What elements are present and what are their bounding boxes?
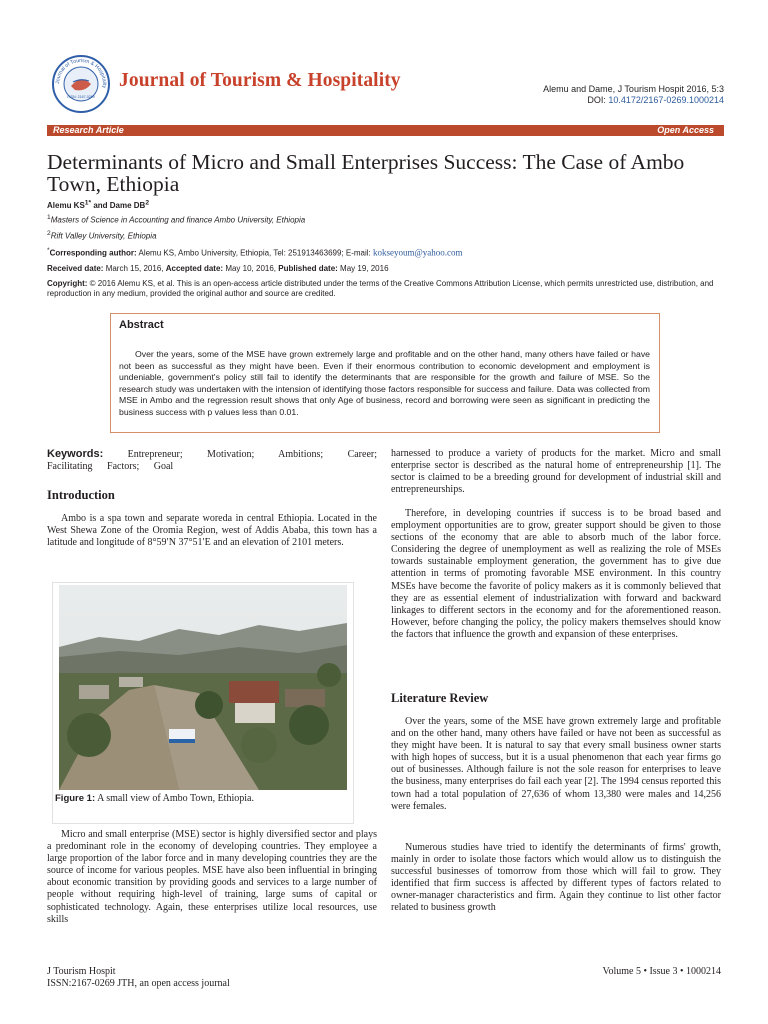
literature-review-heading: Literature Review (391, 691, 489, 705)
author-1[interactable]: Alemu KS (47, 200, 85, 210)
ambo-town-photo (59, 585, 347, 790)
right-paragraph-1 (391, 448, 721, 496)
corr-email-link[interactable]: kokseyoum@yahoo.com (372, 247, 463, 258)
article-title: Determinants of Micro and Small Enterprises Success: The Case of Ambo Town, Ethiopia (47, 150, 685, 196)
keywords-text: Entrepreneur; Motivation; Ambitions; Career; Facilitating Factors; Goal (47, 449, 377, 473)
right-paragraph-2 (391, 508, 721, 641)
article-type-band (47, 125, 724, 136)
right-paragraph-4 (391, 842, 721, 915)
footer-journal: J Tourism Hospit (47, 966, 116, 977)
author-2-sup: 2 (145, 199, 150, 206)
corr-sup: * (47, 247, 50, 254)
journal-title: Journal of Tourism & Hospitality (119, 70, 401, 91)
keywords-label: Keywords: (47, 448, 104, 460)
intro-paragraph-1 (47, 513, 377, 549)
intro-p2-text: Micro and small enterprise (MSE) sector is highly diversified sector and plays a predominant role in the economy of developing countries. They employee a large proportion of the labor force and in many developing countries they are the source of income for various peoples. MSE have also been influential in bringing about economic transition by providing goods and services to a large number of people without requiring high-level of training, large sums of capital or sophisticated technology. Again, these enterprises utilize local resources, use skills (47, 829, 377, 925)
authors-line (47, 198, 149, 211)
published-date: May 19, 2016 (337, 264, 389, 273)
affil-2-text: Rift Valley University, Ethiopia (50, 231, 157, 241)
introduction-heading: Introduction (47, 488, 115, 502)
keywords-block (47, 448, 377, 473)
right-p3-text: Over the years, some of the MSE have grown extremely large and profitable and on the other hand, many others have failed or have not been as successful as they might have been. It is natural to say that every small business owner starts with high hopes of success, but it is a usual phenomenon that each year firms go out of businesses. Although failure is not the sole reason for enterprises to leave the business, many enterprises do fail each year [2]. The 1994 census reported this town had a total population of 27,636 of whom 13,380 were males and 14,256 were females. (391, 716, 721, 812)
logo-ring-text: Journal of Tourism & Hospitality (54, 57, 108, 89)
affil-1-text: Masters of Science in Accounting and finance Ambo University, Ethiopia (50, 215, 306, 225)
accepted-date: May 10, 2016, (223, 264, 279, 273)
copyright-text: © 2016 Alemu KS, et al. This is an open-access article distributed under the terms of the Creative Commons Attribution License, which permits unrestricted use, distribution, and reproduction in any medium, provided the original author and source are credited. (47, 279, 714, 298)
copyright-notice (47, 279, 727, 299)
dates-line (47, 264, 389, 274)
abstract-box (110, 313, 660, 433)
corr-text: Alemu KS, Ambo University, Ethiopia, Tel: 251913463699; E-mail: (136, 248, 373, 258)
intro-p1-text: Ambo is a spa town and separate woreda in central Ethiopia. Located in the West Shewa Zone of the Oromia Region, west of Addis Ababa, this town has a latitude and longitude of 8°59′N 37°51′E and an elevation of 2101 meters. (47, 513, 377, 549)
figure-caption (55, 793, 254, 804)
affil-1-sup: 1 (47, 214, 51, 221)
figure-label: Figure 1: (55, 793, 96, 804)
affiliation-1 (47, 213, 305, 226)
footer-left (47, 966, 230, 990)
intro-paragraph-2 (47, 829, 377, 926)
right-p1-text: harnessed to produce a variety of products for the market. Micro and small enterprise sector is described as the natural home of entrepreneurship [1]. The sector is claimed to be a breeding ground for development of industrial skill and entrepreneurships. (391, 448, 721, 496)
doi-label: DOI: (587, 95, 609, 105)
citation-text: Alemu and Dame, J Tourism Hospit 2016, 5:3 (543, 84, 724, 94)
article-type-label: Research Article (53, 125, 124, 135)
abstract-text: Over the years, some of the MSE have grown extremely large and profitable and on the other hand, many others have failed or have not been as successful as they might have been. Even if their enormous contribution to economic development and employment is undeniable, government's policy still fail to identify the determinants that are responsible for the growth and failure of MSE. So the research study was undertaken with the intension of identifying those factors responsible for success and failure. Data was collected from MSE in Ambo and the regression result shows that only Age of business, record and borrowing were seen as significant in predicting the business success with p values less than 0.01. (119, 349, 650, 417)
author-1-sup: 1* (84, 199, 92, 206)
footer-issn: ISSN:2167-0269 JTH, an open access journal (47, 978, 230, 989)
figure-1 (52, 582, 354, 824)
footer-volume: Volume 5 • Issue 3 • 1000214 (602, 966, 721, 977)
received-label: Received date: (47, 264, 104, 273)
accepted-label: Accepted date: (165, 264, 224, 273)
figure-caption-text: A small view of Ambo Town, Ethiopia. (95, 793, 254, 804)
doi-line (543, 95, 724, 106)
affil-2-sup: 2 (47, 230, 51, 237)
received-date: March 15, 2016, (103, 264, 166, 273)
abstract-heading: Abstract (119, 319, 164, 331)
open-access-label: Open Access (657, 125, 714, 135)
right-p2-text: Therefore, in developing countries if success is to be broad based and employment opportunities are to grow, greater support should be given to those sections of the economy that are able to absorb much of the labor force. Considering the degree of unemployment as well as realizing the role of MSEs towards sustainable employment generation, the government has to give due attention in terms of promoting favorable MSE environment. In this country MSEs have become the favorite of policy makers as it is commonly believed that they are as essential element of industrialization with forward and backward linkages to different sectors in the economy and for the aforementioned reason. However, before changing the policy, the policy makers themselves should know the factors that influence the growth and expansion of these enterprises. (391, 508, 721, 640)
published-label: Published date: (278, 264, 338, 273)
corresponding-author (47, 246, 463, 259)
affiliation-2 (47, 229, 157, 242)
author-2[interactable]: and Dame DB (91, 200, 146, 210)
copyright-label: Copyright: (47, 279, 88, 288)
corr-label: Corresponding author: (49, 248, 137, 258)
logo-issn: ISSN: 2167-0269 (67, 95, 95, 99)
doi-link[interactable]: 10.4172/2167-0269.1000214 (608, 95, 724, 105)
right-p4-text: Numerous studies have tried to identify the determinants of firms' growth, mainly in order to isolate those factors which would allow us to distinguish the successful businesses of tomorrow from those which will fail to grow. They identified that firm success is affected by different types of factors related to owner-manager characteristics and firm. Again they continue to list other factor related to business growth (391, 842, 721, 914)
citation-block (543, 84, 724, 106)
right-paragraph-3 (391, 716, 721, 813)
journal-logo (51, 54, 111, 114)
